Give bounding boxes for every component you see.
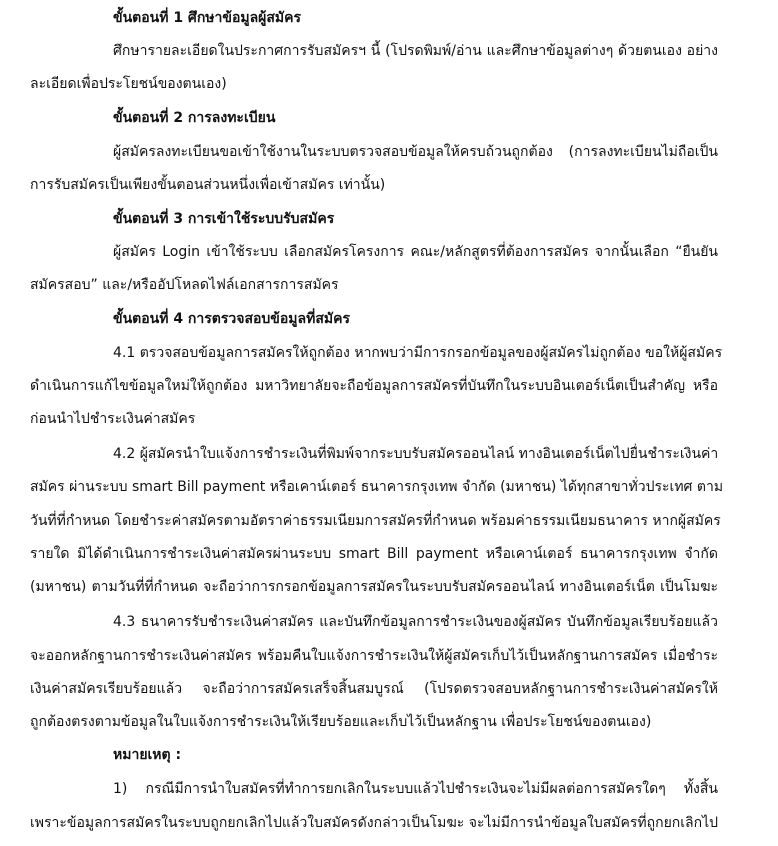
- step4-2-line1: 4.2 ผู้สมัครนำใบแจ้งการชำระเงินที่พิมพ์จากระบบรับสมัครออนไลน์ ทางอินเตอร์เน็ตไปยื่นชำระเงินค่า: [113, 446, 719, 462]
- note-line1: 1) กรณีมีการนำใบสมัครที่ทำการยกเลิกในระบบแล้วไปชำระเงินจะไม่มีผลต่อการสมัครใดๆ ทั้งสิ้น: [113, 781, 718, 797]
- step3-heading: ขั้นตอนที่ 3 การเข้าใช้ระบบรับสมัคร: [113, 211, 335, 227]
- step2-heading: ขั้นตอนที่ 2 การลงทะเบียน: [113, 110, 276, 126]
- step4-1-line2: ดำเนินการแก้ไขข้อมูลใหม่ให้ถูกต้อง มหาวิทยาลัยจะถือข้อมูลการสมัครที่บันทึกในระบบอินเตอร์เน็ตเป็นสำคัญ หรือ: [30, 378, 718, 394]
- step4-3-line1: 4.3 ธนาคารรับชำระเงินค่าสมัคร และบันทึกข้อมูลการชำระเงินของผู้สมัคร บันทึกข้อมูลเรียบร้อยแล้ว: [113, 614, 718, 630]
- step4-1-line1: 4.1 ตรวจสอบข้อมูลการสมัครให้ถูกต้อง หากพบว่ามีการกรอกข้อมูลของผู้สมัครไม่ถูกต้อง ขอให้ผู้สมัคร: [113, 345, 723, 361]
- step4-3-line3: เงินค่าสมัครเรียบร้อยแล้ว จะถือว่าการสมัครเสร็จสิ้นสมบูรณ์ (โปรดตรวจสอบหลักฐานการชำระเงินค่าสมัครให้: [30, 681, 718, 697]
- step4-2-line2: สมัคร ผ่านระบบ smart Bill payment หรือเคาน์เตอร์ ธนาคารกรุงเทพ จำกัด (มหาชน) ได้ทุกสาขาทั่วประเทศ ตาม: [30, 479, 724, 495]
- step1-line2: ละเอียดเพื่อประโยชน์ของตนเอง): [30, 76, 227, 92]
- step4-3-line4: ถูกต้องตรงตามข้อมูลในใบแจ้งการชำระเงินให้เรียบร้อยและเก็บไว้เป็นหลักฐาน เพื่อประโยชน์ของตนเอง): [30, 714, 652, 730]
- step1-line1: ศึกษารายละเอียดในประกาศการรับสมัครฯ นี้ (โปรดพิมพ์/อ่าน และศึกษาข้อมูลต่างๆ ด้วยตนเอง อย่าง: [113, 43, 718, 59]
- step4-3-line2: จะออกหลักฐานการชำระเงินค่าสมัคร พร้อมคืนใบแจ้งการชำระเงินให้ผู้สมัครเก็บไว้เป็นหลักฐานการสมัคร เมื่อชำระ: [30, 648, 718, 664]
- step3-line2: สมัครสอบ” และ/หรืออัปโหลดไฟล์เอกสารการสมัคร: [30, 277, 339, 293]
- step4-2-line3: วันที่ที่กำหนด โดยชำระค่าสมัครตามอัตราค่าธรรมเนียมการสมัครที่กำหนด พร้อมค่าธรรมเนียมธนาคาร หากผู้สมัคร: [30, 513, 721, 529]
- step2-line1: ผู้สมัครลงทะเบียนขอเข้าใช้งานในระบบตรวจสอบข้อมูลให้ครบถ้วนถูกต้อง (การลงทะเบียนไม่ถือเป็น: [113, 144, 718, 160]
- step4-1-line3: ก่อนนำไปชำระเงินค่าสมัคร: [30, 411, 196, 427]
- note-heading: หมายเหตุ :: [113, 747, 182, 763]
- step3-line1: ผู้สมัคร Login เข้าใช้ระบบ เลือกสมัครโครงการ คณะ/หลักสูตรที่ต้องการสมัคร จากนั้นเลือก “ยืนยัน: [113, 244, 718, 260]
- step4-2-line5: (มหาชน) ตามวันที่ที่กำหนด จะถือว่าการกรอกข้อมูลการสมัครในระบบรับสมัครออนไลน์ ทางอินเตอร์เน็ต เป็นโมฆะ: [30, 579, 718, 595]
- step4-heading: ขั้นตอนที่ 4 การตรวจสอบข้อมูลที่สมัคร: [113, 311, 350, 327]
- step1-heading: ขั้นตอนที่ 1 ศึกษาข้อมูลผู้สมัคร: [113, 10, 302, 26]
- note-line2: เพราะข้อมูลการสมัครในระบบถูกยกเลิกไปแล้วใบสมัครดังกล่าวเป็นโมฆะ จะไม่มีการนำข้อมูลใบสมัครที่ถูกยกเลิกไป: [30, 815, 719, 831]
- step4-2-line4: รายใด มิได้ดำเนินการชำระเงินค่าสมัครผ่านระบบ smart Bill payment หรือเคาน์เตอร์ ธนาคารกรุงเทพ จำกัด: [30, 546, 718, 562]
- step2-line2: การรับสมัครเป็นเพียงขั้นตอนส่วนหนึ่งเพื่อเข้าสมัคร เท่านั้น): [30, 177, 386, 193]
